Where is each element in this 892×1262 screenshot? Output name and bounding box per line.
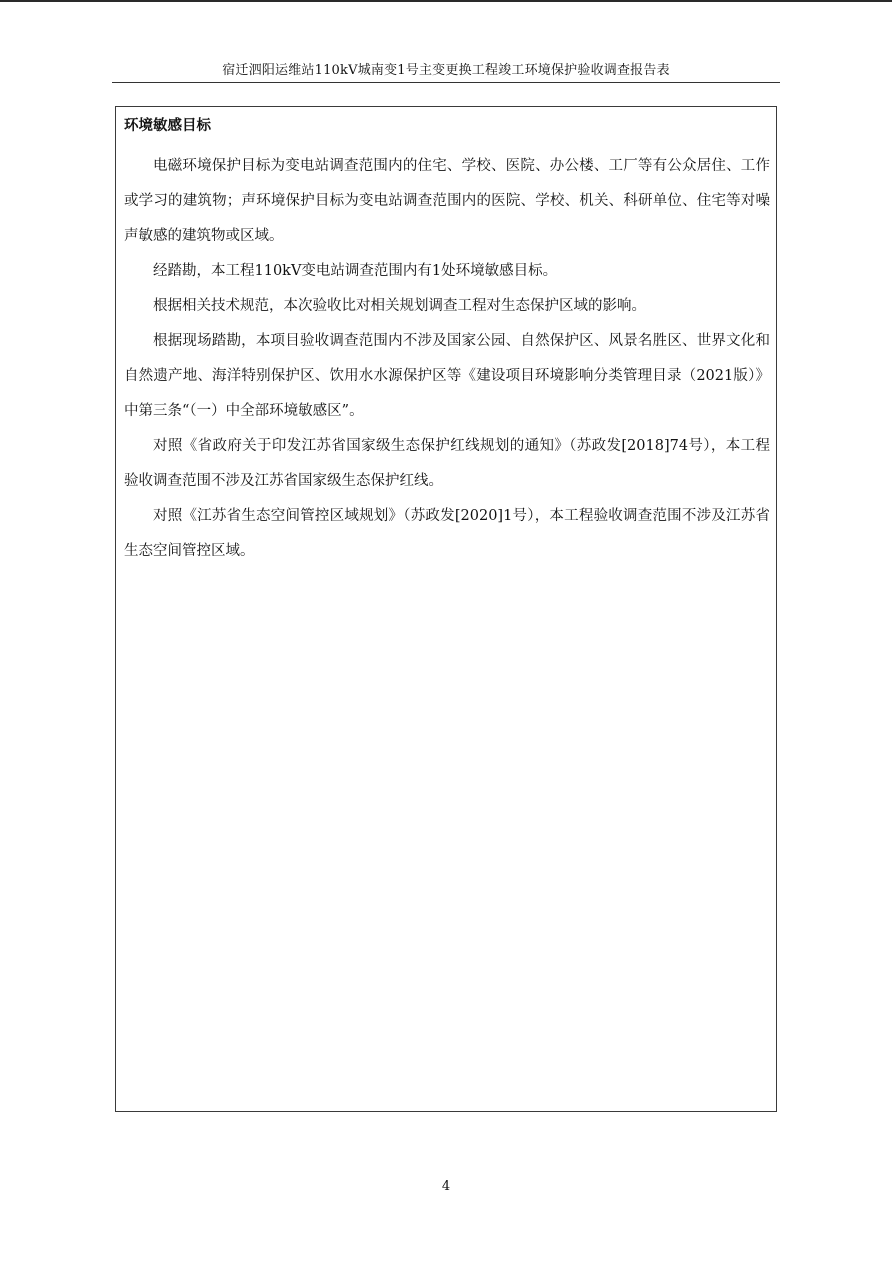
paragraph-sensitive-areas: 根据现场踏勘，本项目验收调查范围内不涉及国家公园、自然保护区、风景名胜区、世界文化和自然遗产地、海洋特别保护区、饮用水水源保护区等《建设项目环境影响分类管理目录（2021版）》中第三条“（一）中全部环境敏感区”。	[124, 333, 770, 419]
paragraph-technical-spec: 根据相关技术规范，本次验收比对相关规划调查工程对生态保护区域的影响。	[153, 298, 646, 314]
page-top-edge	[0, 0, 892, 2]
paragraph-protection-targets: 电磁环境保护目标为变电站调查范围内的住宅、学校、医院、办公楼、工厂等有公众居住、工作或学习的建筑物；声环境保护目标为变电站调查范围内的医院、学校、机关、科研单位、住宅等对噪声敏感的建筑物或区域。	[124, 158, 770, 244]
running-header: 宿迁泗阳运维站110kV城南变1号主变更换工程竣工环境保护验收调查报告表	[222, 63, 670, 78]
header-rule	[112, 82, 780, 83]
paragraph-survey-result: 经踏勘，本工程110kV变电站调查范围内有1处环境敏感目标。	[153, 263, 558, 279]
section-title: 环境敏感目标	[124, 118, 211, 134]
paragraph-control-area: 对照《江苏省生态空间管控区域规划》（苏政发[2020]1号），本工程验收调查范围不涉及江苏省生态空间管控区域。	[124, 508, 770, 559]
content-box	[115, 106, 777, 1112]
page-number: 4	[441, 1179, 451, 1194]
content-body	[124, 115, 770, 569]
paragraph-red-line: 对照《省政府关于印发江苏省国家级生态保护红线规划的通知》（苏政发[2018]74号），本工程验收调查范围不涉及江苏省国家级生态保护红线。	[124, 438, 770, 489]
